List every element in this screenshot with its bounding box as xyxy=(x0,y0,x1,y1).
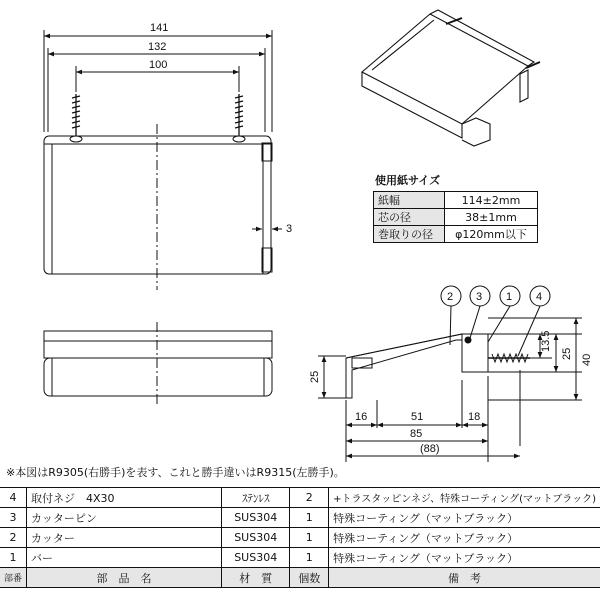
header-material: 材 質 xyxy=(222,568,290,588)
balloon-1: 1 xyxy=(506,291,513,303)
parts-table xyxy=(0,487,600,588)
dim-100: 100 xyxy=(149,59,168,71)
paper-size-row xyxy=(374,226,538,243)
dim-51: 51 xyxy=(411,411,424,423)
header-no: 部番 xyxy=(0,568,27,588)
dim-85: 85 xyxy=(410,428,423,440)
part-qty: 2 xyxy=(290,488,329,508)
part-material: SUS304 xyxy=(222,528,290,548)
part-qty: 1 xyxy=(290,528,329,548)
header-qty: 個数 xyxy=(290,568,329,588)
paper-size-value: 38±1mm xyxy=(445,209,538,226)
part-no: 1 xyxy=(0,548,27,568)
dim-25-right: 25 xyxy=(561,347,573,360)
part-material: ｽﾃﾝﾚｽ xyxy=(222,488,290,508)
parts-row xyxy=(0,508,600,528)
parts-header-row xyxy=(0,568,600,588)
dim-25-left: 25 xyxy=(309,370,321,383)
part-no: 2 xyxy=(0,528,27,548)
parts-row xyxy=(0,488,600,508)
side-view xyxy=(318,286,582,462)
dim-40: 40 xyxy=(581,353,593,366)
paper-size-row xyxy=(374,209,538,226)
header-name: 部 品 名 xyxy=(27,568,222,588)
part-no: 4 xyxy=(0,488,27,508)
dim-141: 141 xyxy=(150,22,169,34)
part-qty: 1 xyxy=(290,548,329,568)
part-material: SUS304 xyxy=(222,548,290,568)
paper-size-value: φ120mm以下 xyxy=(445,226,538,243)
dim-16: 16 xyxy=(355,411,368,423)
part-remarks: 特殊コーティング（マットブラック） xyxy=(329,508,600,528)
dim-13-5: 13.5 xyxy=(540,330,552,352)
paper-size-label: 巻取りの径 xyxy=(374,226,445,243)
drawing-note: ※本図はR9305(右勝手)を表す、これと勝手違いはR9315(左勝手)。 xyxy=(6,466,345,479)
header-remarks: 備 考 xyxy=(329,568,600,588)
paper-size-table xyxy=(373,172,538,243)
balloon-3: 3 xyxy=(476,291,483,303)
part-remarks: +トラスタッピンネジ、特殊コーティング(マットブラック) xyxy=(329,488,600,508)
part-name: バー xyxy=(27,548,222,568)
part-name: 取付ネジ 4X30 xyxy=(27,488,222,508)
part-material: SUS304 xyxy=(222,508,290,528)
part-no: 3 xyxy=(0,508,27,528)
part-remarks: 特殊コーティング（マットブラック） xyxy=(329,528,600,548)
dim-3: 3 xyxy=(286,223,293,235)
dim-88: (88) xyxy=(420,443,440,455)
balloon-4: 4 xyxy=(536,291,543,303)
paper-size-title: 使用紙サイズ xyxy=(375,174,441,187)
part-name: カッター xyxy=(27,528,222,548)
balloon-2: 2 xyxy=(447,291,454,303)
paper-size-row xyxy=(374,192,538,209)
bottom-view xyxy=(44,322,272,404)
paper-size-label: 紙幅 xyxy=(374,192,445,209)
paper-size-value: 114±2mm xyxy=(445,192,538,209)
part-remarks: 特殊コーティング（マットブラック） xyxy=(329,548,600,568)
paper-size-label: 芯の径 xyxy=(374,209,445,226)
isometric-view xyxy=(362,10,540,146)
part-qty: 1 xyxy=(290,508,329,528)
part-name: カッターピン xyxy=(27,508,222,528)
parts-row xyxy=(0,548,600,568)
dim-132: 132 xyxy=(148,41,167,53)
parts-row xyxy=(0,528,600,548)
dim-18: 18 xyxy=(468,411,481,423)
